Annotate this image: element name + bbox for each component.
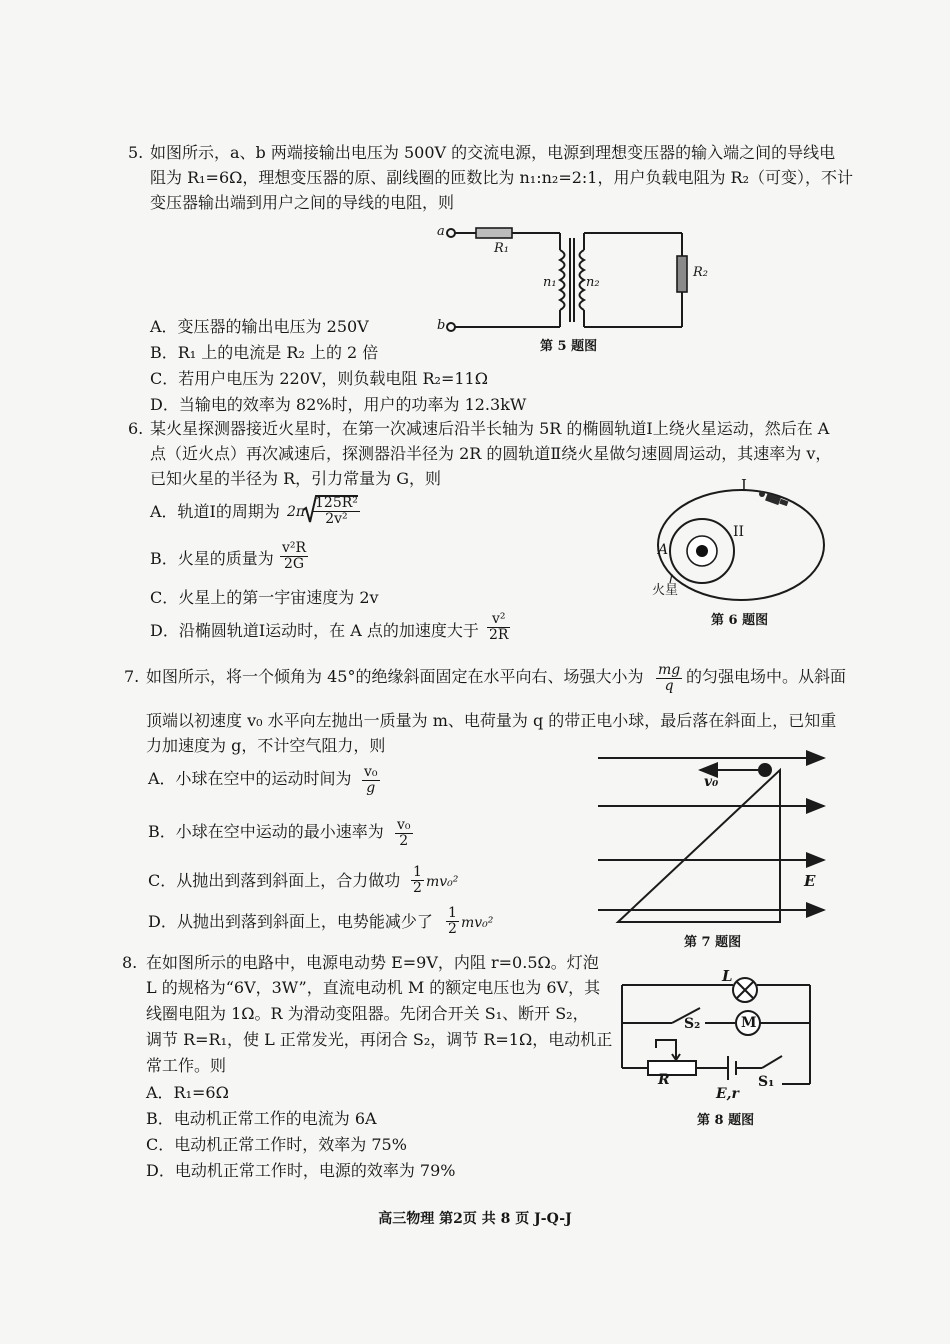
option-c: C．若用户电压为 220V，则负载电阻 R₂=11Ω: [150, 369, 489, 388]
fraction-numerator: v₀: [364, 764, 378, 780]
option-b: B．火星的质量为: [150, 549, 274, 568]
label-orbit-2: II: [733, 524, 745, 540]
fraction-denominator: 2R: [489, 626, 509, 643]
fraction-numerator: 1: [413, 864, 422, 880]
question-number: 6.: [128, 419, 144, 438]
option-b: B．R₁ 上的电流是 R₂ 上的 2 倍: [150, 343, 379, 362]
question-text-line: 如图所示，将一个倾角为 45°的绝缘斜面固定在水平向右、场强大小为: [146, 667, 644, 686]
question-text-line: 的匀强电场中。从斜面: [686, 667, 847, 686]
fraction-numerator: v₀: [397, 817, 411, 833]
figure-caption: 第 5 题图: [540, 339, 598, 354]
option-c: C．电动机正常工作时，效率为 75%: [146, 1135, 407, 1154]
label-orbit-1: I: [741, 476, 747, 494]
label-r2: R₂: [693, 265, 708, 280]
label-e: E: [804, 872, 816, 890]
fraction-denominator: 2: [448, 920, 457, 937]
fraction-numerator: v²R: [282, 540, 307, 556]
figure-caption: 第 6 题图: [711, 613, 769, 628]
label-point-a: A: [658, 542, 669, 558]
label-s1: S₁: [758, 1074, 775, 1090]
option-c: C．从抛出到落到斜面上，合力做功: [148, 871, 401, 890]
question-text-line: 顶端以初速度 v₀ 水平向左抛出一质量为 m、电荷量为 q 的带正电小球，最后落在斜面上，已知重: [146, 711, 837, 730]
question-text-line: 线圈电阻为 1Ω。R 为滑动变阻器。先闭合开关 S₁、断开 S₂，: [146, 1004, 589, 1023]
fraction-denominator: 2G: [283, 555, 305, 572]
label-b: b: [437, 318, 446, 333]
option-c-tail: mv₀²: [426, 874, 459, 890]
label-n1: n₁: [543, 275, 557, 290]
question-text-line: 在如图所示的电路中，电源电动势 E=9V，内阻 r=0.5Ω。灯泡: [146, 953, 599, 972]
option-d: D．当输电的效率为 82%时，用户的功率为 12.3kW: [150, 395, 527, 414]
label-r1: R₁: [494, 241, 509, 256]
option-c: C．火星上的第一宇宙速度为 2v: [150, 588, 379, 607]
option-d: D．从抛出到落到斜面上，电势能减少了: [148, 912, 433, 931]
label-r: R: [658, 1072, 670, 1088]
fraction-numerator: v²: [487, 612, 510, 628]
option-b: B．电动机正常工作的电流为 6A: [146, 1109, 377, 1128]
fraction-denominator: g: [366, 779, 376, 796]
label-mars: 火星: [652, 583, 679, 598]
figure-caption: 第 7 题图: [684, 935, 742, 950]
question-number: 8.: [122, 953, 138, 972]
option-a: A．R₁=6Ω: [146, 1083, 229, 1102]
page-footer: 高三物理 第2页 共 8 页 J-Q-J: [378, 1211, 572, 1227]
option-d-tail: mv₀²: [461, 915, 494, 931]
motor-label-m: M: [741, 1015, 757, 1031]
question-text-line: 如图所示，a、b 两端接输出电压为 500V 的交流电源，电源到理想变压器的输入端之间的导线电: [150, 143, 836, 162]
option-a: A．小球在空中的运动时间为: [148, 769, 352, 788]
question-text-line: L 的规格为“6V，3W”，直流电动机 M 的额定电压也为 6V，其: [146, 978, 601, 997]
label-n2: n₂: [586, 275, 600, 290]
fraction-denominator: q: [664, 677, 674, 694]
label-a: a: [437, 224, 445, 239]
question-text-line: 变压器输出端到用户之间的导线的电阻，则: [150, 193, 455, 212]
figure-caption: 第 8 题图: [697, 1113, 755, 1128]
fraction-denominator: 2v²: [325, 510, 348, 527]
fraction-numerator: 1: [448, 905, 457, 921]
option-b: B．小球在空中运动的最小速率为: [148, 822, 384, 841]
question-text-line: 调节 R=R₁，使 L 正常发光，再闭合 S₂，调节 R=1Ω，电动机正: [146, 1030, 613, 1049]
question-number: 5.: [128, 143, 144, 162]
question-text-line: 力加速度为 g，不计空气阻力，则: [146, 736, 386, 755]
fraction-numerator: 125R²: [315, 495, 358, 511]
question-text-line: 某火星探测器接近火星时，在第一次减速后沿半长轴为 5R 的椭圆轨道Ⅰ上绕火星运动，然后在 A: [150, 419, 830, 438]
option-a: A．变压器的输出电压为 250V: [150, 317, 369, 336]
question-number: 7.: [124, 667, 140, 686]
label-s2: S₂: [684, 1016, 701, 1032]
fraction-denominator: 2: [399, 832, 409, 849]
label-l: L: [722, 967, 733, 985]
label-v0: v₀: [704, 774, 719, 790]
option-a: A．轨道Ⅰ的周期为: [150, 502, 280, 521]
fraction-denominator: 2: [413, 879, 422, 896]
option-d: D．沿椭圆轨道Ⅰ运动时，在 A 点的加速度大于: [150, 621, 479, 640]
option-d: D．电动机正常工作时，电源的效率为 79%: [146, 1161, 456, 1180]
question-text-line: 点（近火点）再次减速后，探测器沿半径为 2R 的圆轨道Ⅱ绕火星做匀速圆周运动，其速率为 v，: [150, 444, 832, 463]
label-e-r: E,r: [716, 1086, 739, 1102]
question-text-line: 已知火星的半径为 R，引力常量为 G，则: [150, 469, 442, 488]
question-text-line: 常工作。则: [146, 1056, 227, 1075]
question-text-line: 阻为 R₁=6Ω，理想变压器的原、副线圈的匝数比为 n₁:n₂=2:1，用户负载电阻为 R₂（可变），不计: [150, 168, 854, 187]
fraction-numerator: mg: [658, 662, 681, 678]
option-a-prefix: 2π: [287, 504, 306, 520]
